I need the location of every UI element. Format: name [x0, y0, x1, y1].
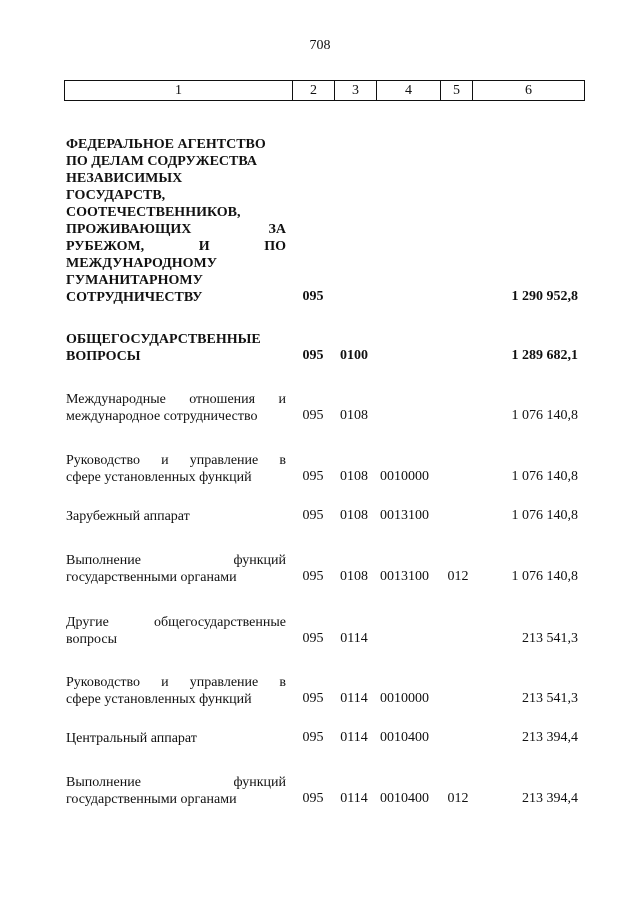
header-row: [65, 81, 585, 101]
row-name-line: РУБЕЖОМ, И ПО: [66, 239, 286, 254]
row-name-line: Выполнение функций: [66, 553, 286, 568]
row-col6: 1 076 140,8: [511, 469, 578, 484]
row-col3: 0108: [340, 469, 368, 484]
row-col6: 213 541,3: [522, 691, 578, 706]
row-name-line: ВОПРОСЫ: [66, 349, 141, 364]
row-name-line: ОБЩЕГОСУДАРСТВЕННЫЕ: [66, 332, 261, 347]
row-col5: 012: [447, 569, 469, 584]
row-col2: 095: [302, 569, 324, 584]
row-name-line: Другие общегосударственные: [66, 615, 286, 630]
row-name-line: ГОСУДАРСТВ,: [66, 188, 166, 203]
row-col6: 1 076 140,8: [511, 569, 578, 584]
row-col3: 0100: [340, 348, 368, 363]
row-col6: 1 076 140,8: [511, 408, 578, 423]
row-col6: 1 290 952,8: [511, 289, 578, 304]
header-cell-5: 5: [441, 81, 473, 101]
row-col4: 0010000: [380, 691, 429, 706]
row-col6: 1 076 140,8: [511, 508, 578, 523]
row-col2: 095: [302, 691, 324, 706]
row-col4: 0013100: [380, 508, 429, 523]
row-name-line: НЕЗАВИСИМЫХ: [66, 171, 183, 186]
row-col2: 095: [302, 730, 324, 745]
row-name-line: СООТЕЧЕСТВЕННИКОВ,: [66, 205, 241, 220]
row-col4: 0010000: [380, 469, 429, 484]
row-col4: 0010400: [380, 730, 429, 745]
page-number: 708: [309, 38, 331, 53]
row-name: [66, 136, 286, 306]
row-col2: 095: [302, 508, 324, 523]
row-col3: 0108: [340, 569, 368, 584]
row-col6: 213 541,3: [522, 631, 578, 646]
row-name-line: государственными органами: [66, 570, 237, 585]
row-name: [66, 774, 286, 808]
row-name-line: ФЕДЕРАЛЬНОЕ АГЕНТСТВО: [66, 137, 266, 152]
row-col4: 0010400: [380, 791, 429, 806]
row-name-line: Выполнение функций: [66, 775, 286, 790]
row-col3: 0108: [340, 508, 368, 523]
row-col3: 0114: [340, 631, 368, 646]
row-col2: 095: [302, 469, 324, 484]
header-cell-3: 3: [335, 81, 377, 101]
row-col2: 095: [302, 408, 324, 423]
row-name-line: Международные отношения и: [66, 392, 286, 407]
row-name: [66, 552, 286, 586]
row-col6: 1 289 682,1: [511, 348, 578, 363]
row-col6: 213 394,4: [522, 730, 578, 745]
column-header-table: [64, 80, 585, 101]
header-cell-2: 2: [293, 81, 335, 101]
row-col6: 213 394,4: [522, 791, 578, 806]
row-name-line: Руководство и управление в: [66, 453, 286, 468]
table-row: [0, 136, 640, 306]
row-name-line: ПРОЖИВАЮЩИХ ЗА: [66, 222, 286, 237]
row-col2: 095: [302, 289, 324, 304]
row-name: [66, 391, 286, 425]
row-name-line: Центральный аппарат: [66, 731, 197, 746]
row-col4: 0013100: [380, 569, 429, 584]
row-name-line: сфере установленных функций: [66, 692, 252, 707]
row-name-line: Зарубежный аппарат: [66, 509, 190, 524]
row-name-line: ПО ДЕЛАМ СОДРУЖЕСТВА: [66, 154, 257, 169]
row-name-line: вопросы: [66, 632, 117, 647]
row-col5: 012: [447, 791, 469, 806]
row-name: [66, 331, 286, 365]
row-name-line: ГУМАНИТАРНОМУ: [66, 273, 203, 288]
row-name: [66, 614, 286, 648]
row-name: [66, 508, 286, 525]
row-col3: 0108: [340, 408, 368, 423]
row-name-line: сфере установленных функций: [66, 470, 252, 485]
row-col3: 0114: [340, 791, 368, 806]
header-cell-4: 4: [377, 81, 441, 101]
row-col2: 095: [302, 631, 324, 646]
row-name-line: государственными органами: [66, 792, 237, 807]
row-col3: 0114: [340, 691, 368, 706]
row-name-line: СОТРУДНИЧЕСТВУ: [66, 290, 203, 305]
row-name-line: Руководство и управление в: [66, 675, 286, 690]
header-cell-6: 6: [473, 81, 585, 101]
row-name: [66, 674, 286, 708]
row-name-line: МЕЖДУНАРОДНОМУ: [66, 256, 218, 271]
row-col2: 095: [302, 791, 324, 806]
row-name: [66, 452, 286, 486]
row-name: [66, 730, 286, 747]
row-col3: 0114: [340, 730, 368, 745]
header-cell-1: 1: [65, 81, 293, 101]
row-col2: 095: [302, 348, 324, 363]
row-name-line: международное сотрудничество: [66, 409, 258, 424]
